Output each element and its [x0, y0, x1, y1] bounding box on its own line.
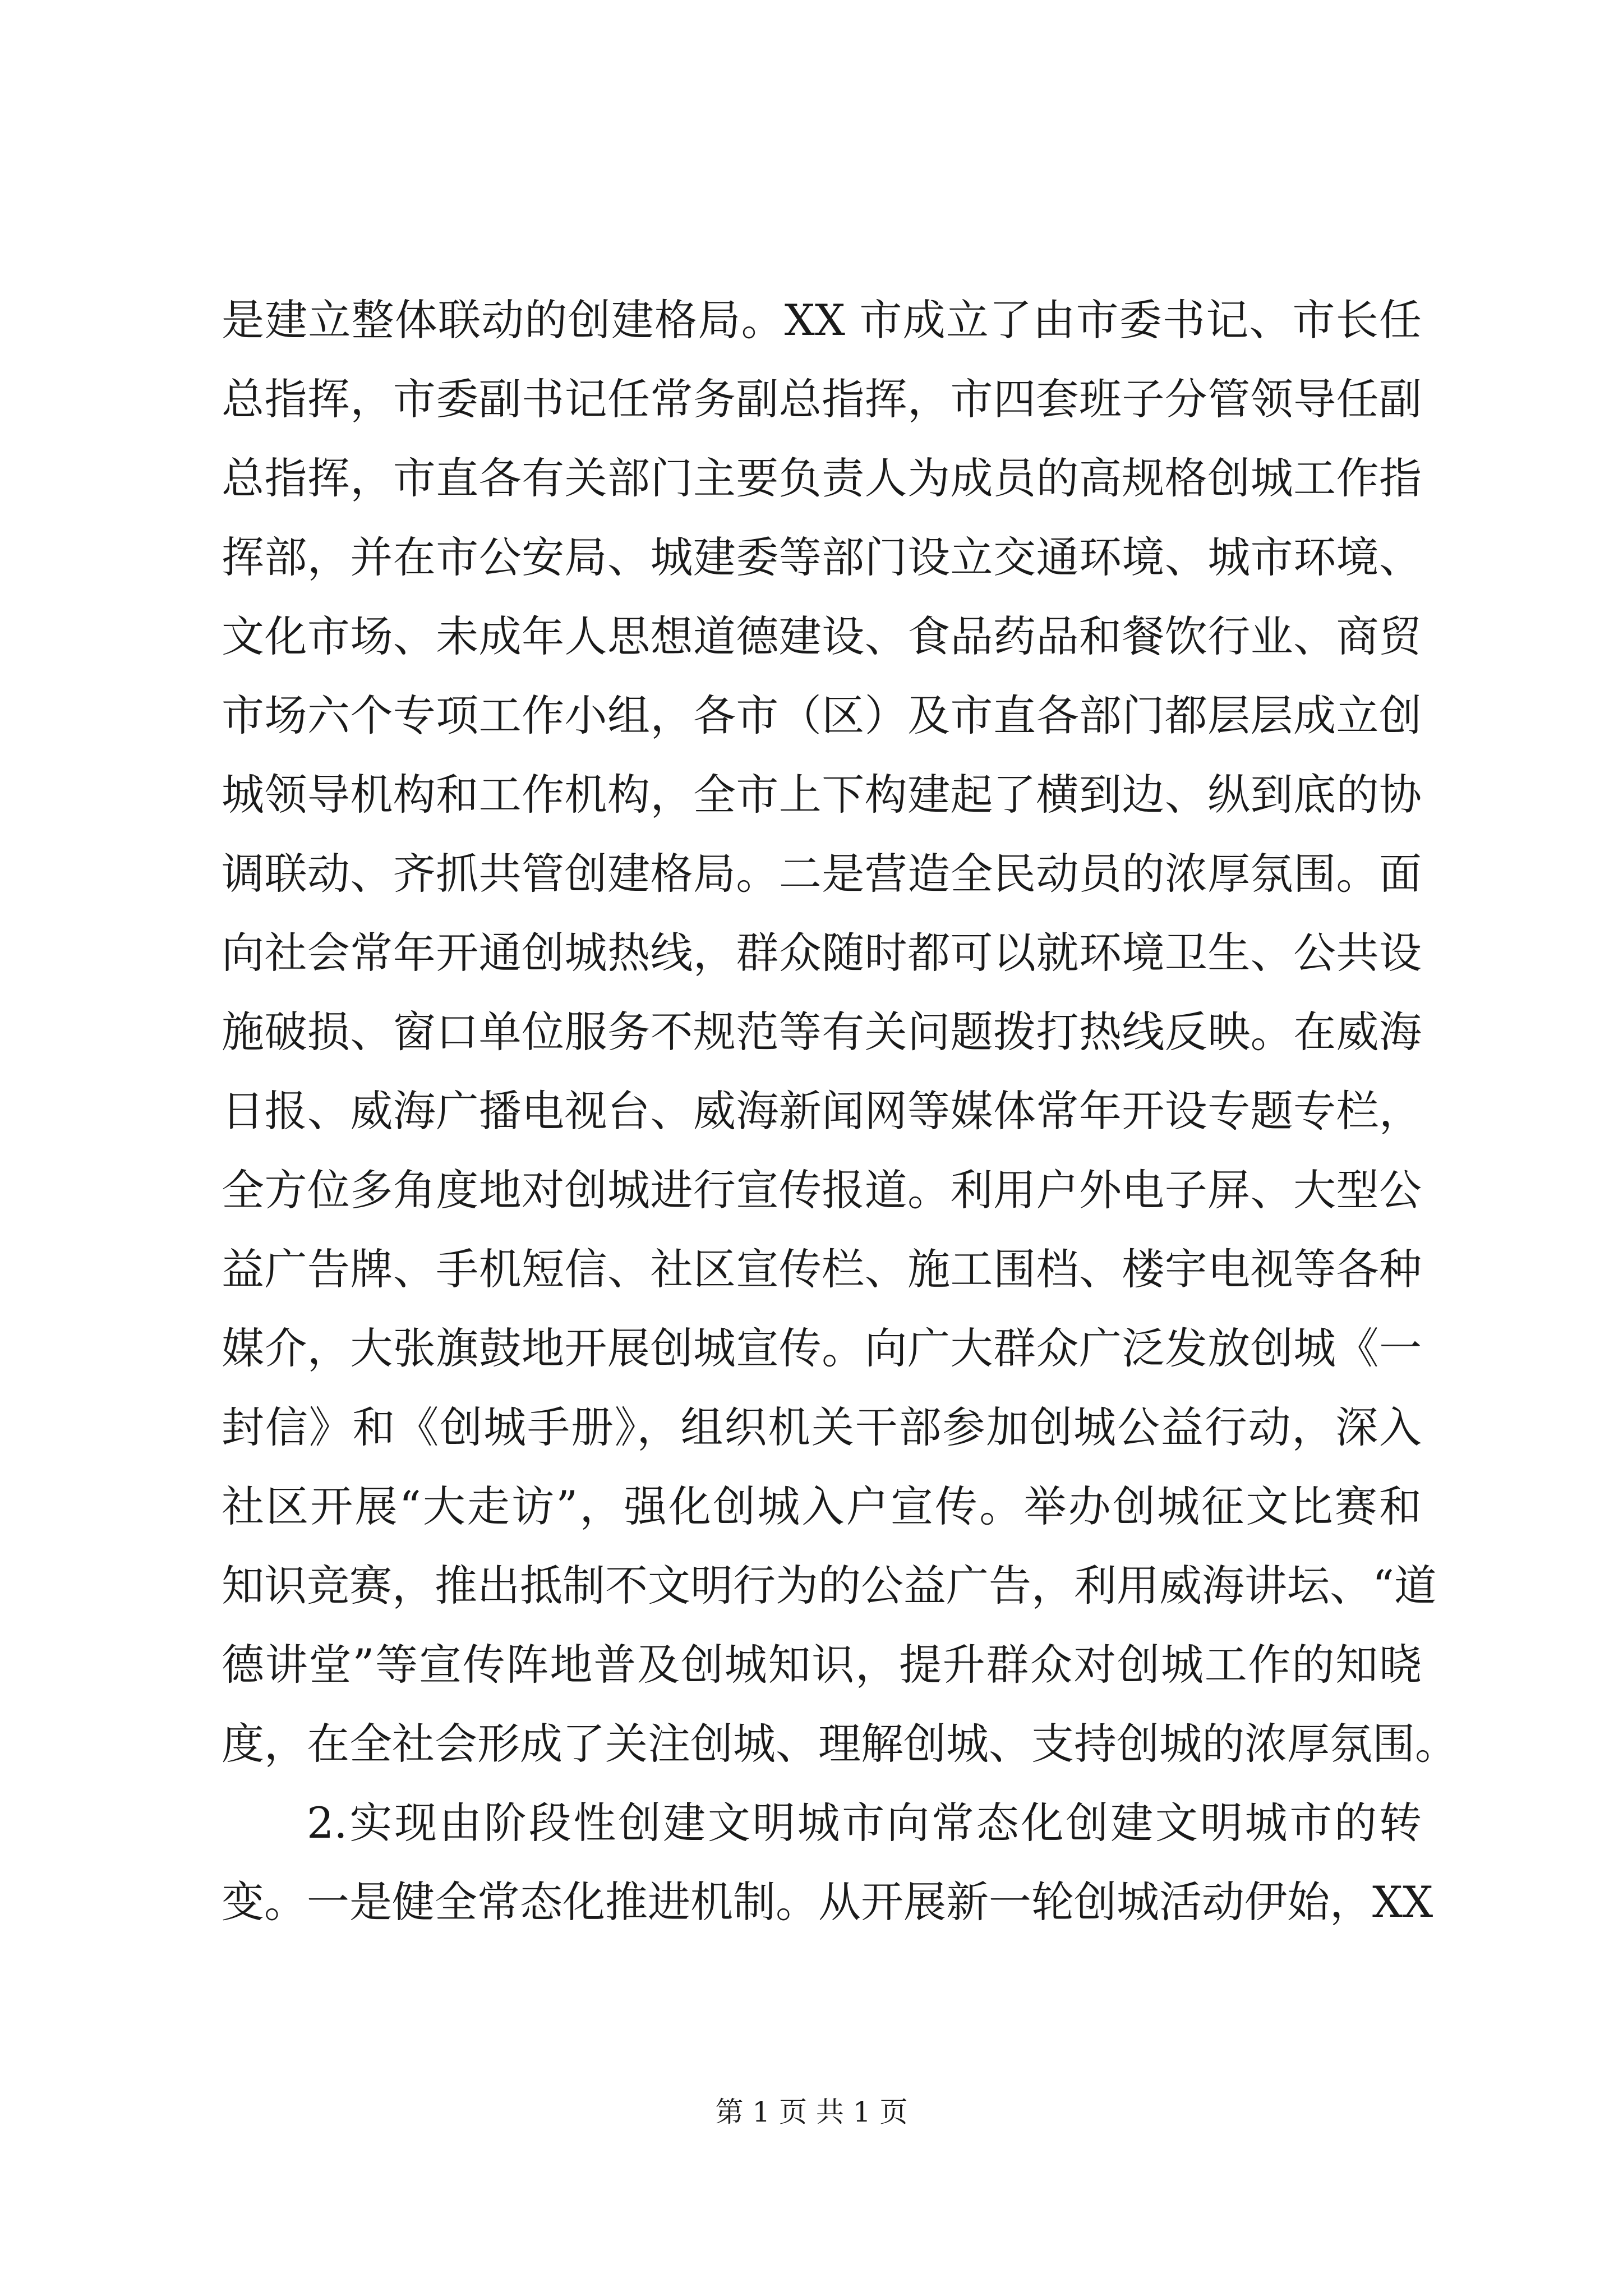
text-line: 益广告牌、手机短信、社区宣传栏、施工围档、楼宇电视等各种: [222, 1244, 1422, 1294]
text-line: 市场六个专项工作小组，各市（区）及市直各部门都层层成立创: [222, 691, 1422, 740]
text-line: 文化市场、未成年人思想道德建设、食品药品和餐饮行业、商贸: [222, 611, 1422, 661]
text-line: 向社会常年开通创城热线，群众随时都可以就环境卫生、公共设: [222, 928, 1422, 978]
text-line: 施破损、窗口单位服务不规范等有关问题拨打热线反映。在威海: [222, 1007, 1422, 1057]
text-line: 调联动、齐抓共管创建格局。二是营造全民动员的浓厚氛围。面: [222, 849, 1422, 899]
text-line: 媒介，大张旗鼓地开展创城宣传。向广大群众广泛发放创城《一: [222, 1323, 1422, 1373]
text-line: 是建立整体联动的创建格局。XX 市成立了由市委书记、市长任: [222, 295, 1422, 345]
text-line: 变。一是健全常态化推进机制。从开展新一轮创城活动伊始，XX: [222, 1877, 1433, 1927]
text-line: 社区开展“大走访”，强化创城入户宣传。举办创城征文比赛和: [222, 1481, 1422, 1531]
text-line: 总指挥，市直各有关部门主要负责人为成员的高规格创城工作指: [222, 453, 1422, 503]
text-line: 知识竞赛，推出抵制不文明行为的公益广告，利用威海讲坛、“道: [222, 1561, 1437, 1611]
body-text: [222, 280, 1458, 1941]
text-line: 城领导机构和工作机构，全市上下构建起了横到边、纵到底的协: [222, 770, 1422, 820]
page-number-footer: 第 1 页 共 1 页: [715, 2096, 908, 2128]
text-line: 全方位多角度地对创城进行宣传报道。利用户外电子屏、大型公: [222, 1165, 1422, 1215]
text-line: 2.实现由阶段性创建文明城市向常态化创建文明城市的转: [307, 1798, 1422, 1848]
text-line: 封信》和《创城手册》，组织机关干部参加创城公益行动，深入: [222, 1402, 1422, 1452]
text-line: 日报、威海广播电视台、威海新闻网等媒体常年开设专题专栏，: [222, 1086, 1422, 1136]
text-line: 德讲堂”等宣传阵地普及创城知识，提升群众对创城工作的知晓: [222, 1640, 1422, 1690]
text-line: 度，在全社会形成了关注创城、理解创城、支持创城的浓厚氛围。: [222, 1719, 1458, 1769]
text-line: 挥部，并在市公安局、城建委等部门设立交通环境、城市环境、: [222, 532, 1422, 582]
text-line: 总指挥，市委副书记任常务副总指挥，市四套班子分管领导任副: [222, 374, 1422, 424]
